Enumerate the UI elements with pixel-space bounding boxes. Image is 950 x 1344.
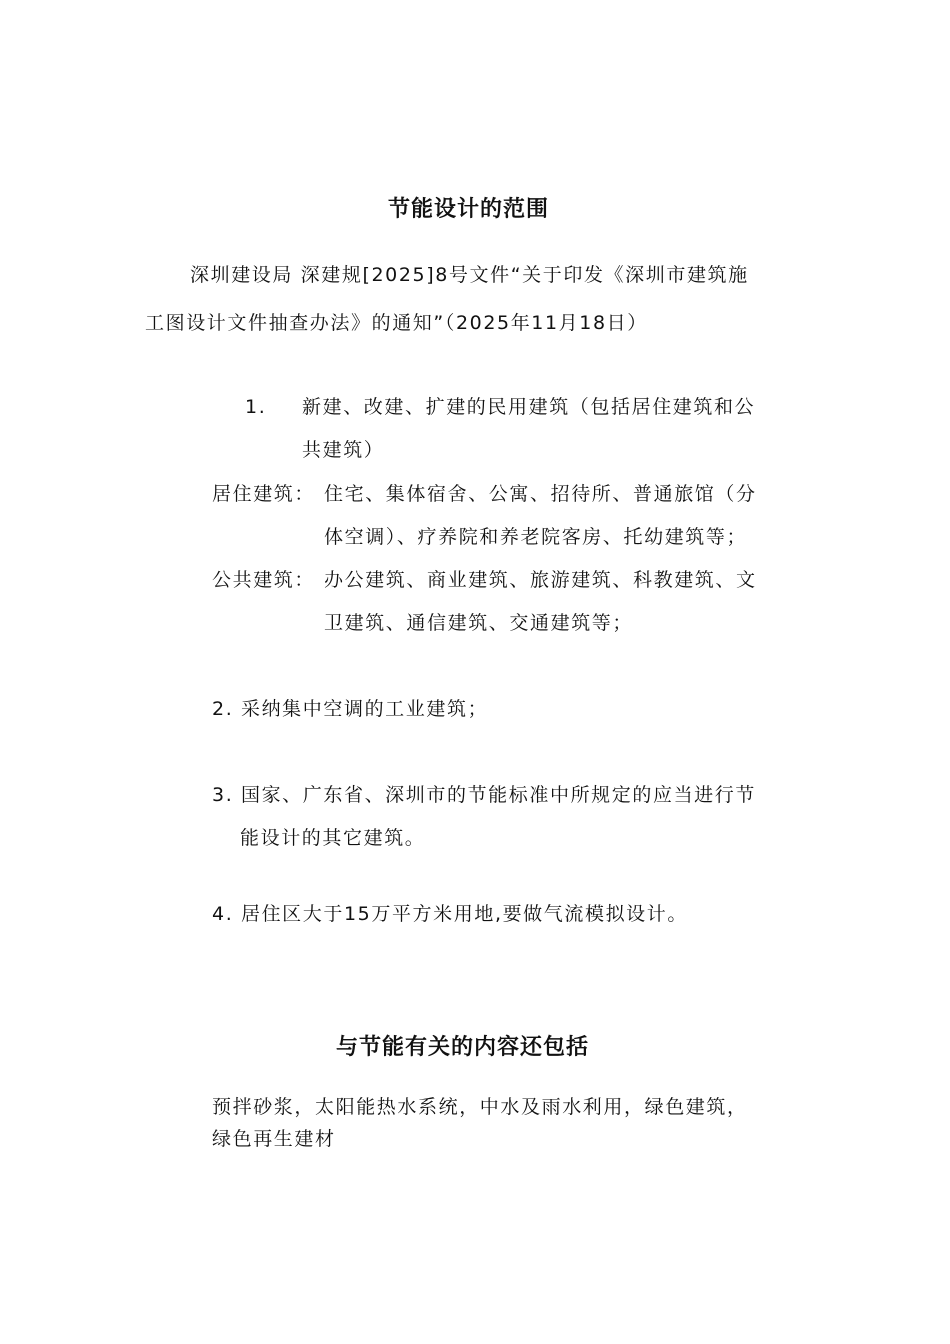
item4-text: 4. 居住区大于15万平方米用地,要做气流模拟设计。 bbox=[212, 903, 688, 925]
item3-line-2: 能设计的其它建筑。 bbox=[240, 827, 426, 849]
related-line-1: 预拌砂浆，太阳能热水系统，中水及雨水利用，绿色建筑， bbox=[212, 1096, 748, 1118]
item1-number: 1. bbox=[245, 396, 267, 418]
item1-line-2: 共建筑） bbox=[302, 439, 385, 461]
residential-line-2: 体空调）、疗养院和养老院客房、托幼建筑等； bbox=[324, 526, 748, 548]
public-line-2: 卫建筑、通信建筑、交通建筑等； bbox=[324, 612, 634, 634]
item2-text: 2. 采纳集中空调的工业建筑； bbox=[212, 698, 489, 720]
residential-label: 居住建筑： bbox=[212, 483, 316, 505]
public-label: 公共建筑： bbox=[212, 569, 316, 591]
public-line-1: 办公建筑、商业建筑、旅游建筑、科教建筑、文 bbox=[324, 569, 757, 591]
item1-line-1: 新建、改建、扩建的民用建筑（包括居住建筑和公 bbox=[302, 396, 756, 418]
related-line-2: 绿色再生建材 bbox=[212, 1128, 336, 1150]
residential-line-1: 住宅、集体宿舍、公寓、招待所、普通旅馆（分 bbox=[324, 483, 757, 505]
section-title-related: 与节能有关的内容还包括 bbox=[336, 1035, 590, 1060]
intro-line-1: 深圳建设局 深建规[2025]8号文件“关于印发《深圳市建筑施 bbox=[190, 264, 749, 286]
intro-line-2: 工图设计文件抽查办法》的通知”（2025年11月18日） bbox=[145, 312, 648, 334]
section-title-scope: 节能设计的范围 bbox=[388, 197, 550, 222]
item3-line-1: 3. 国家、广东省、深圳市的节能标准中所规定的应当进行节 bbox=[212, 784, 756, 806]
